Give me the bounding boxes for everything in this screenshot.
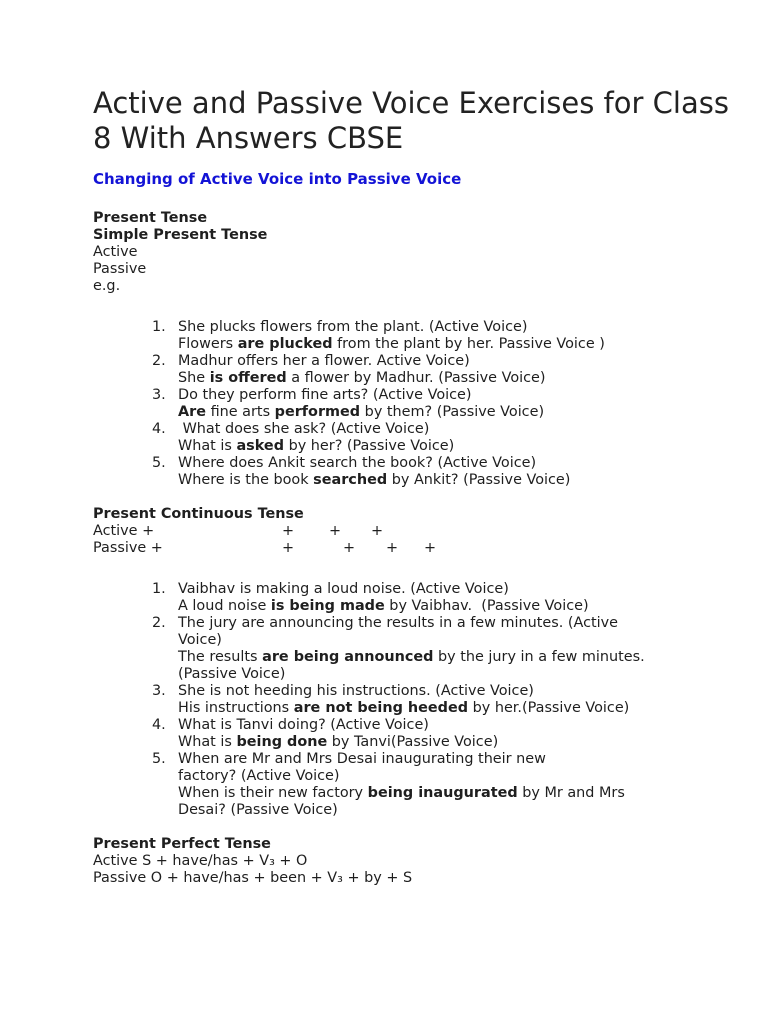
list-item: [152, 751, 652, 819]
item-number: 3.: [152, 387, 166, 403]
simple-present-heading: Simple Present Tense: [93, 227, 268, 243]
perfect-active-formula: Active S + have/has + V₃ + O: [93, 853, 308, 869]
active-sentence: Madhur offers her a flower. Active Voice): [178, 353, 470, 369]
list-item: [152, 615, 652, 683]
present-perfect-heading: Present Perfect Tense: [93, 836, 271, 852]
item-number: 1.: [152, 581, 166, 597]
item-number: 5.: [152, 455, 166, 471]
passive-sentence: When is their new factory being inaugurated by Mr and Mrs Desai? (Passive Voice): [178, 785, 625, 818]
continuous-passive-formula: Passive + + + + +: [93, 540, 437, 556]
list-item: [152, 581, 652, 615]
item-number: 3.: [152, 683, 166, 699]
continuous-active-formula: Active + + + +: [93, 523, 384, 539]
list-item: [152, 421, 672, 455]
item-number: 1.: [152, 319, 166, 335]
item-number: 4.: [152, 421, 166, 437]
present-perfect-block: [93, 836, 412, 887]
active-sentence: She plucks flowers from the plant. (Active Voice): [178, 319, 528, 335]
section-subtitle: Changing of Active Voice into Passive Voice: [93, 170, 462, 188]
eg-label: e.g.: [93, 278, 121, 294]
item-number: 2.: [152, 615, 166, 631]
passive-sentence: Where is the book searched by Ankit? (Passive Voice): [178, 472, 571, 488]
present-tense-block: [93, 210, 267, 295]
passive-sentence: What is asked by her? (Passive Voice): [178, 438, 455, 454]
passive-sentence: His instructions are not being heeded by her.(Passive Voice): [178, 700, 630, 716]
list-item: [152, 717, 652, 751]
active-sentence: Do they perform fine arts? (Active Voice): [178, 387, 472, 403]
passive-sentence: What is being done by Tanvi(Passive Voice): [178, 734, 499, 750]
present-continuous-heading: Present Continuous Tense: [93, 506, 304, 522]
list-item: [152, 683, 652, 717]
passive-sentence: The results are being announced by the jury in a few minutes. (Passive Voice): [178, 649, 645, 682]
item-number: 4.: [152, 717, 166, 733]
active-sentence: What does she ask? (Active Voice): [178, 421, 430, 437]
passive-label: Passive: [93, 261, 147, 277]
passive-sentence: She is offered a flower by Madhur. (Passive Voice): [178, 370, 546, 386]
present-continuous-block: [93, 506, 693, 557]
item-number: 2.: [152, 353, 166, 369]
page-title: Active and Passive Voice Exercises for Class 8 With Answers CBSE: [93, 86, 729, 155]
active-sentence: When are Mr and Mrs Desai inaugurating their new factory? (Active Voice): [178, 751, 546, 784]
perfect-passive-formula: Passive O + have/has + been + V₃ + by + S: [93, 870, 413, 886]
list-item: [152, 455, 672, 489]
item-number: 5.: [152, 751, 166, 767]
active-sentence: She is not heeding his instructions. (Active Voice): [178, 683, 534, 699]
present-continuous-list: [152, 581, 652, 819]
passive-sentence: Flowers are plucked from the plant by her. Passive Voice ): [178, 336, 605, 352]
active-sentence: Where does Ankit search the book? (Active Voice): [178, 455, 537, 471]
active-label: Active: [93, 244, 138, 260]
list-item: [152, 319, 672, 353]
simple-present-list: [152, 319, 672, 489]
active-sentence: What is Tanvi doing? (Active Voice): [178, 717, 429, 733]
present-tense-heading: Present Tense: [93, 210, 208, 226]
passive-sentence: Are fine arts performed by them? (Passive Voice): [178, 404, 545, 420]
list-item: [152, 387, 672, 421]
list-item: [152, 353, 672, 387]
active-sentence: Vaibhav is making a loud noise. (Active Voice): [178, 581, 509, 597]
active-sentence: The jury are announcing the results in a few minutes. (Active Voice): [178, 615, 619, 648]
passive-sentence: A loud noise is being made by Vaibhav. (Passive Voice): [178, 598, 589, 614]
